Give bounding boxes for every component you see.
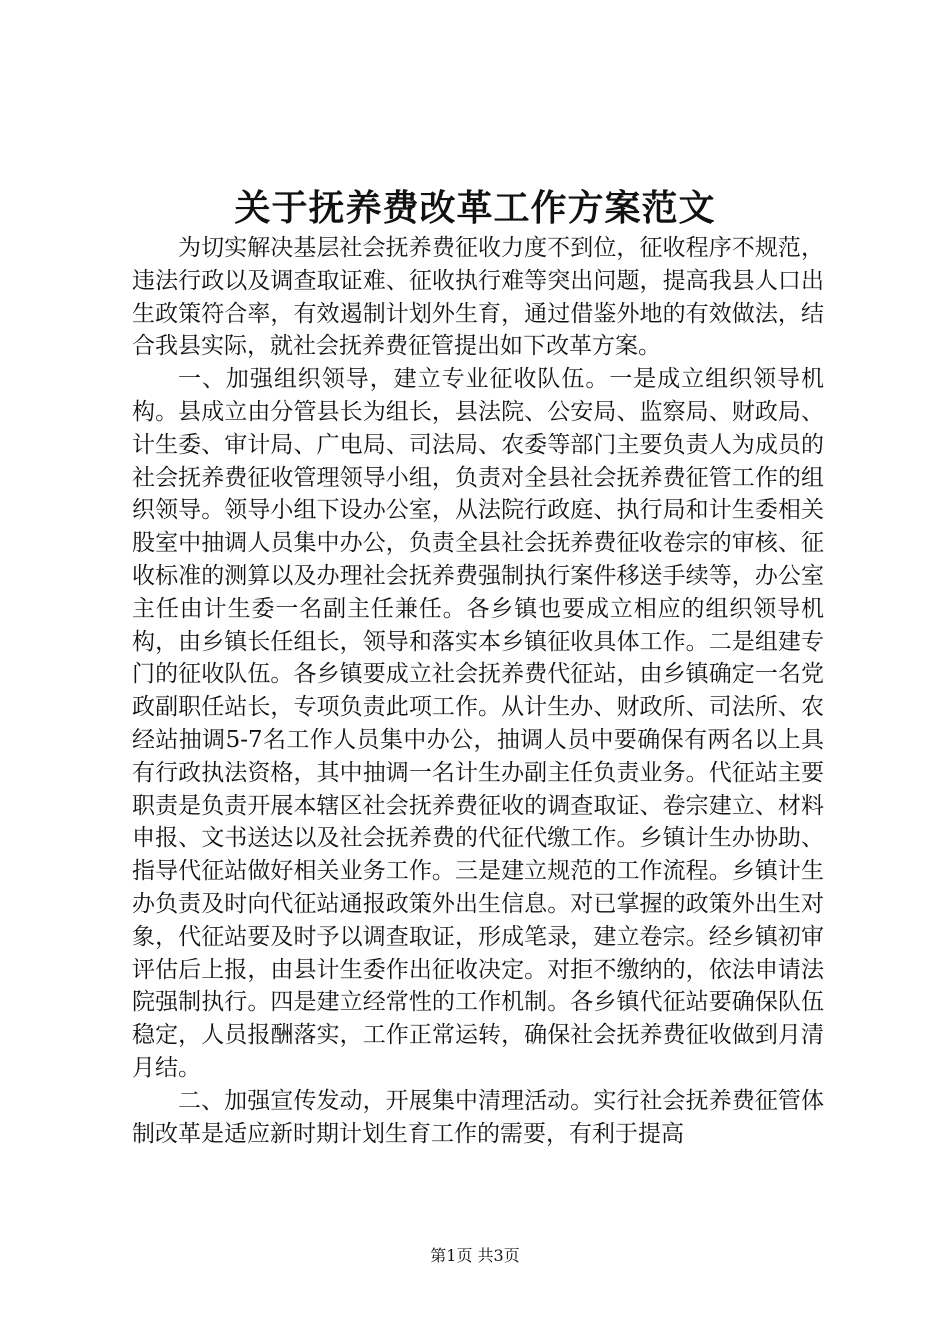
paragraph-section-2: 二、加强宣传发动，开展集中清理活动。实行社会抚养费征管体制改革是适应新时期计划生育工作的需要，有利于提高 <box>132 1087 824 1147</box>
page-footer: 第1页 共3页 <box>430 1246 520 1265</box>
document-body <box>132 232 824 1150</box>
paragraph-intro: 为切实解决基层社会抚养费征收力度不到位，征收程序不规范，违法行政以及调查取证难、征收执行难等突出问题，提高我县人口出生政策符合率，有效遏制计划外生育，通过借鉴外地的有效做法，结合我县实际，就社会抚养费征管提出如下改革方案。 <box>132 235 824 360</box>
paragraph-section-1: 一、加强组织领导，建立专业征收队伍。一是成立组织领导机构。县成立由分管县长为组长，县法院、公安局、监察局、财政局、计生委、审计局、广电局、司法局、农委等部门主要负责人为成员的社会抚养费征收管理领导小组，负责对全县社会抚养费征管工作的组织领导。领导小组下设办公室，从法院行政庭、执行局和计生委相关股室中抽调人员集中办公，负责全县社会抚养费征收卷宗的审核、征收标准的测算以及办理社会抚养费强制执行案件移送手续等，办公室主任由计生委一名副主任兼任。各乡镇也要成立相应的组织领导机构，由乡镇长任组长，领导和落实本乡镇征收具体工作。二是组建专门的征收队伍。各乡镇要成立社会抚养费代征站，由乡镇确定一名党政副职任站长，专项负责此项工作。从计生办、财政所、司法所、农经站抽调5-7名工作人员集中办公，抽调人员中要确保有两名以上具有行政执法资格，其中抽调一名计生办副主任负责业务。代征站主要职责是负责开展本辖区社会抚养费征收的调查取证、卷宗建立、材料申报、文书送达以及社会抚养费的代征代缴工作。乡镇计生办协助、指导代征站做好相关业务工作。三是建立规范的工作流程。乡镇计生办负责及时向代征站通报政策外出生信息。对已掌握的政策外出生对象，代征站要及时予以调查取证，形成笔录，建立卷宗。经乡镇初审评估后上报，由县计生委作出征收决定。对拒不缴纳的，依法申请法院强制执行。四是建立经常性的工作机制。各乡镇代征站要确保队伍稳定，人员报酬落实，工作正常运转，确保社会抚养费征收做到月清月结。 <box>132 366 824 1081</box>
document-title: 关于抚养费改革工作方案范文 <box>234 187 716 229</box>
